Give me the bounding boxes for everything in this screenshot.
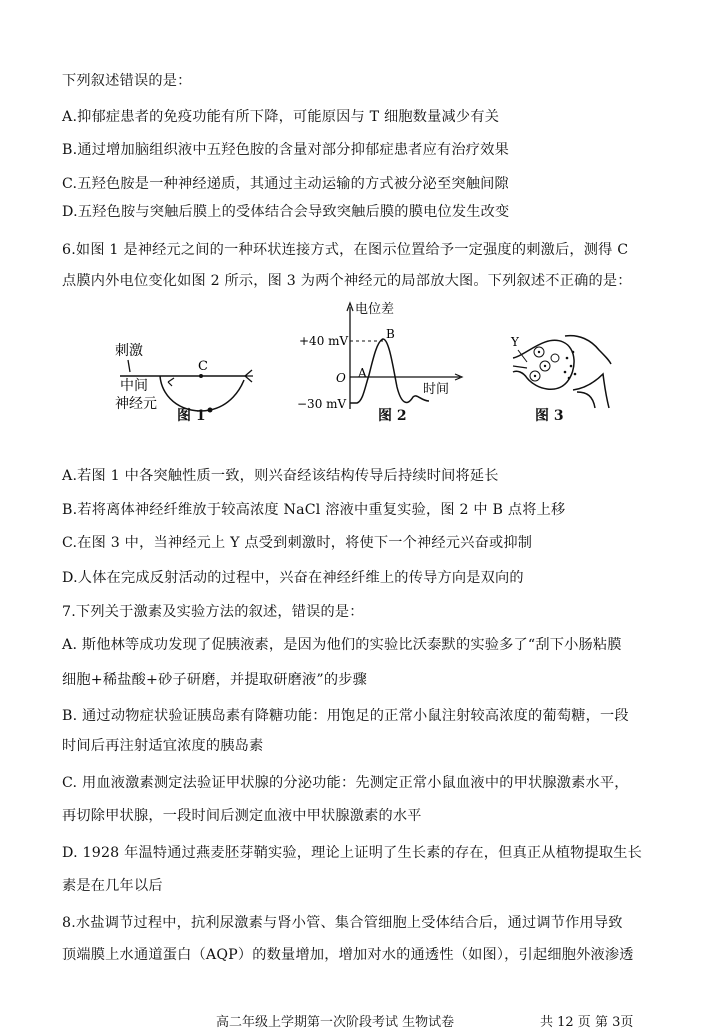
q6-option-a: A.若图 1 中各突触性质一致，则兴奋经该结构传导后持续时间将延长	[62, 468, 499, 484]
fig2-x-title: 时间	[423, 382, 450, 397]
q5-option-d: D.五羟色胺与突触后膜上的受体结合会导致突触后膜的膜电位发生改变	[62, 204, 510, 220]
fig1-mid-label-2: 神经元	[115, 396, 157, 412]
q7-option-c-line-1: C. 用血液激素测定法验证甲状腺的分泌功能：先测定正常小鼠血液中的甲状腺激素水平，	[62, 775, 629, 791]
q5-option-b: B.通过增加脑组织液中五羟色胺的含量对部分抑郁症患者应有治疗效果	[62, 142, 509, 158]
q6-option-b: B.若将离体神经纤维放于较高浓度 NaCl 溶液中重复实验，图 2 中 B 点将上移	[62, 502, 566, 518]
q5-option-a: A.抑郁症患者的免疫功能有所下降，可能原因与 T 细胞数量减少有关	[62, 109, 500, 125]
fig2-y-bottom: −30 mV	[297, 397, 347, 411]
q5-option-c: C.五羟色胺是一种神经递质，其通过主动运输的方式被分泌至突触间隙	[62, 176, 509, 192]
fig2-point-a: A	[358, 366, 367, 380]
q8-stem-line-2: 顶端膜上水通道蛋白（AQP）的数量增加，增加对水的通透性（如图），引起细胞外液渗透	[62, 947, 634, 963]
fig2-point-b: B	[386, 327, 395, 341]
q7-option-c-line-2: 再切除甲状腺，一段时间后测定血液中甲状腺激素的水平	[62, 808, 422, 824]
footer-page-count: 共 12 页 第 3页	[540, 1015, 634, 1030]
q7-option-d-line-2: 素是在几年以后	[62, 878, 163, 894]
q7-option-d-line-1: D. 1928 年温特通过燕麦胚芽鞘实验，理论上证明了生长素的存在，但真正从植物提取生长	[62, 845, 643, 861]
footer-exam-title: 高二年级上学期第一次阶段考试 生物试卷	[216, 1015, 455, 1030]
fig1-c-label: C	[198, 359, 208, 374]
q7-option-b-line-2: 时间后再注射适宜浓度的胰岛素	[62, 738, 264, 754]
fig1-mid-label-1: 中间	[120, 378, 148, 394]
q6-stem-line-1: 6.如图 1 是神经元之间的一种环状连接方式，在图示位置给予一定强度的刺激后，测得 C	[62, 242, 629, 258]
q5-stem: 下列叙述错误的是：	[62, 73, 192, 89]
figure-2-caption: 图 2	[378, 408, 407, 424]
q6-stem-line-2: 点膜内外电位变化如图 2 所示，图 3 为两个神经元的局部放大图。下列叙述不正确的是：	[62, 273, 632, 289]
q8-stem-line-1: 8.水盐调节过程中，抗利尿激素与肾小管、集合管细胞上受体结合后，通过调节作用导致	[62, 915, 623, 931]
q7-option-a-line-1: A. 斯他林等成功发现了促胰液素，是因为他们的实验比沃泰默的实验多了“刮下小肠粘膜	[62, 637, 622, 653]
figure-3	[505, 330, 615, 410]
fig2-y-top: +40 mV	[299, 334, 349, 348]
fig1-stim-label: 刺激	[115, 343, 143, 359]
fig2-y-title: 电位差	[355, 302, 395, 317]
fig3-y-label: Y	[511, 335, 519, 349]
figure-1-caption: 图 1	[177, 408, 206, 424]
q6-option-d: D.人体在完成反射活动的过程中，兴奋在神经纤维上的传导方向是双向的	[62, 570, 524, 586]
figure-3-caption: 图 3	[535, 408, 564, 424]
q7-option-a-line-2: 细胞+稀盐酸+砂子研磨，并提取研磨液”的步骤	[62, 672, 367, 688]
q6-option-c: C.在图 3 中，当神经元上 Y 点受到刺激时，将使下一个神经元兴奋或抑制	[62, 535, 533, 551]
q7-option-b-line-1: B. 通过动物症状验证胰岛素有降糖功能：用饱足的正常小鼠注射较高浓度的葡萄糖，一段	[62, 708, 629, 724]
figure-2	[295, 297, 495, 412]
q7-stem: 7.下列关于激素及实验方法的叙述，错误的是：	[62, 604, 364, 620]
fig2-origin: O	[336, 371, 346, 385]
